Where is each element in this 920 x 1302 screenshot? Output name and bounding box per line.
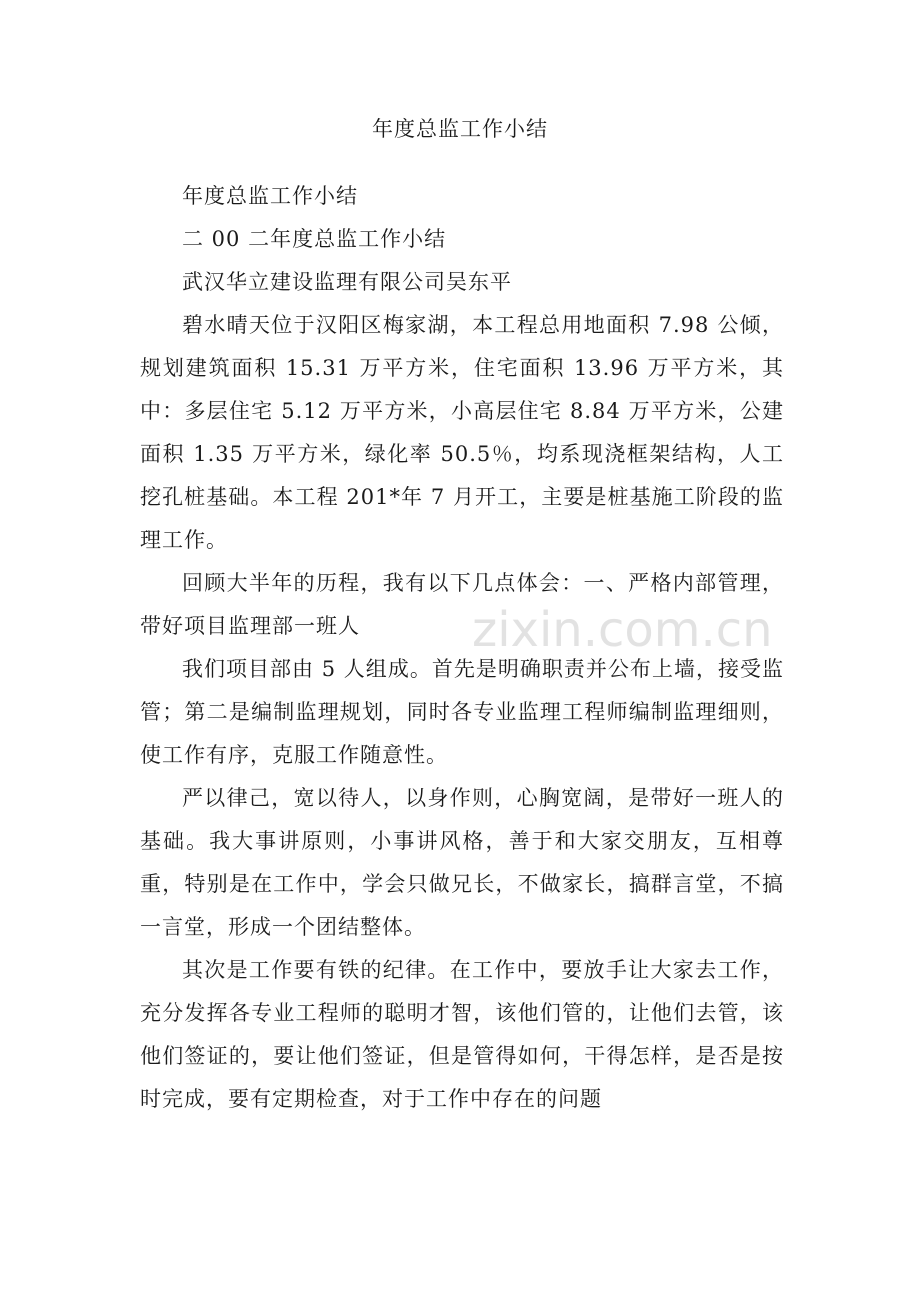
paragraph-project-overview: 碧水晴天位于汉阳区梅家湖，本工程总用地面积 7.98 公倾，规划建筑面积 15.31 万平方米，住宅面积 13.96 万平方米，其中：多层住宅 5.12 万平方米，小高层住宅 8.84 万平方米，公建面积 1.35 万平方米，绿化率 50.5％，均系现浇框架结构，人工挖孔桩基础。本工程 201*年 7 月开工，主要是桩基施工阶段的监理工作。 — [140, 313, 784, 552]
paragraph-team: 我们项目部由 5 人组成。首先是明确职责并公布上墙，接受监管；第二是编制监理规划，同时各专业监理工程师编制监理细则，使工作有序，克服工作随意性。 — [140, 657, 784, 767]
paragraph-discipline: 其次是工作要有铁的纪律。在工作中，要放手让大家去工作，充分发挥各专业工程师的聪明才智，该他们管的，让他们去管，该他们签证的，要让他们签证，但是管得如何，干得怎样，是否是按时完成，要有定期检查，对于工作中存在的问题 — [140, 958, 784, 1111]
paragraph-leadership: 严以律己，宽以待人，以身作则，心胸宽阔，是带好一班人的基础。我大事讲原则，小事讲风格，善于和大家交朋友，互相尊重，特别是在工作中，学会只做兄长，不做家长，搞群言堂，不搞一言堂，形成一个团结整体。 — [140, 786, 784, 939]
paragraph-subtitle: 年度总监工作小结 — [182, 184, 358, 208]
document-body — [140, 175, 784, 1121]
paragraph-year-title: 二 00 二年度总监工作小结 — [182, 227, 447, 251]
paragraph-author: 武汉华立建设监理有限公司吴东平 — [182, 270, 512, 294]
watermark: zixin.com.cn — [472, 602, 773, 658]
document-title: 年度总监工作小结 — [372, 117, 548, 141]
paragraph-review: 回顾大半年的历程，我有以下几点体会：一、严格内部管理，带好项目监理部一班人 — [140, 571, 784, 638]
